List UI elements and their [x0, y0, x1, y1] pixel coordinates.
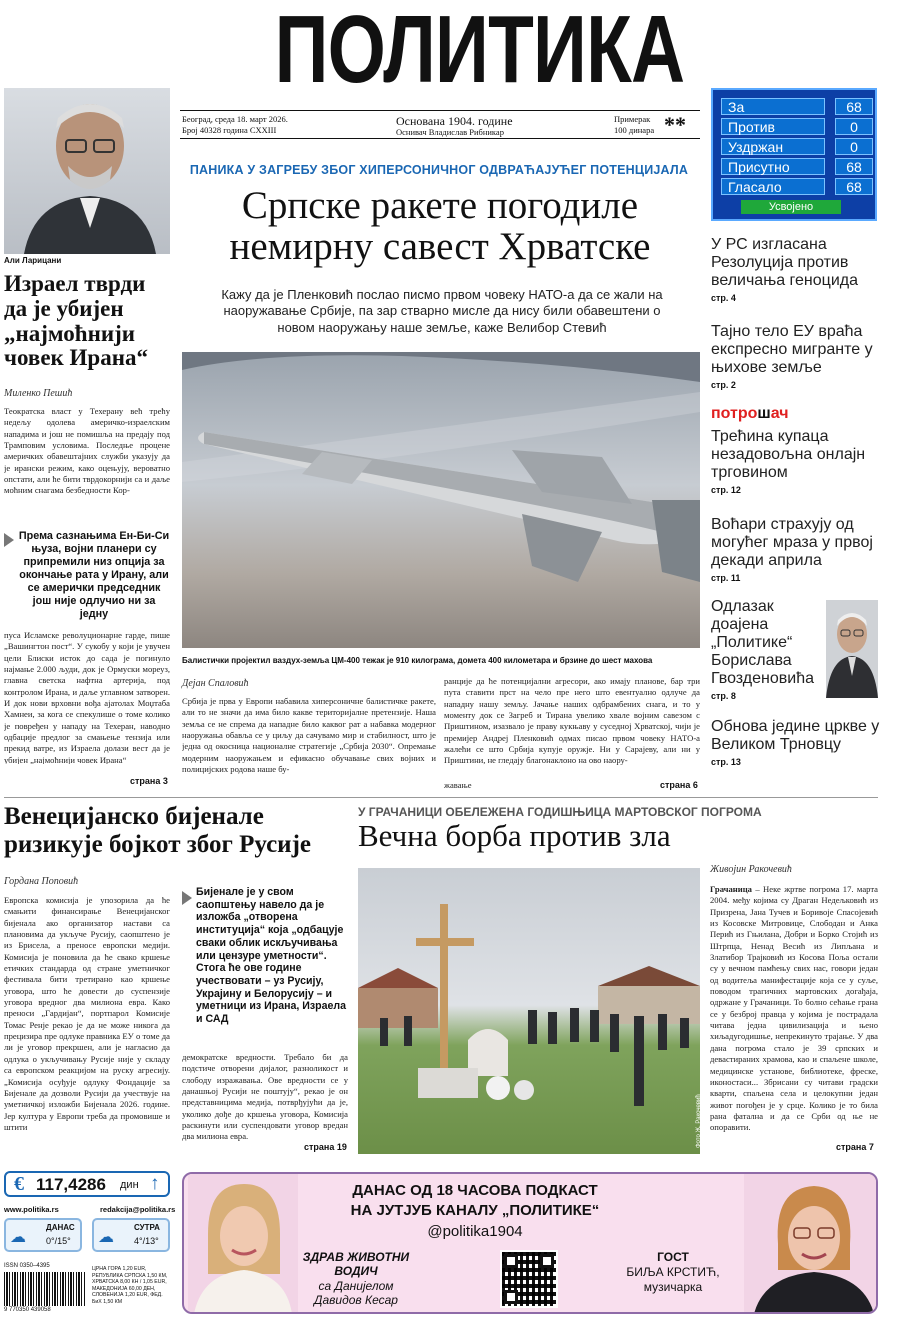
promo-handle[interactable]: @politika1904	[427, 1223, 523, 1240]
sidebar-item-eu-migrants[interactable]	[711, 323, 881, 390]
lead-byline: Дејан Спаловић	[182, 678, 249, 689]
venice-body-2: демократске вредности. Требало би да подстиче отворени дијалог, разноликост и слободу изражавања. Ове вредности се у данашњој Русији не поштују“, рекао је он представницима медија, потврђујући да је, уколико дође до кршења уговора, Комисија раскинути или суспендовати уговор вредан два милиона евра.	[182, 1052, 348, 1142]
sidebar-item-text: У РС изгласана Резолуција против величања геноцида	[711, 236, 858, 289]
vote-label: Гласало	[721, 178, 825, 195]
email[interactable]: redakcija@politika.rs	[100, 1205, 176, 1214]
venice-body-1: Европска комисија је упозорила да ће смањити финансирање Венецијанског бијенала ако организатор настави са плановима да укључе Русију, саопштено је из Брисела, а преносе европски медији. Комисија је поновила да ће свако кршење етичких стандарда од стране уметничког фестивала бити третирано као кршење уговора, што ће довести до суспензије уговора вредног два милиона евра. Како преноси „Гардијан“, портпарол Комисије Томас Ренје рекао је да не може никога да прецизира пре одлуке правника ЕУ о томе да ли је уговор прекршен, али је нагласио да одлука о укључивању Русије није у складу са европском реакцијом на руску агресију. „Комисија осуђује одлуку Фондације за Бијенале да дозволи Русији да учествује на уметничкој изложби Бијенала 2026. године. Јер култура у Европи треба да промовише и штити	[4, 895, 170, 1132]
qr-corner	[540, 1254, 554, 1268]
vote-row-za	[721, 98, 873, 115]
promo-guest-name: БИЉА КРСТИЋ,	[626, 1265, 720, 1279]
gracanica-byline: Живојин Ракочевић	[710, 864, 792, 875]
promo-line-2: НА ЈУТЈУБ КАНАЛУ „ПОЛИТИКЕ“	[350, 1202, 600, 1219]
israel-body-2: пуса Исламске револуционарне гарде, пише „Вашингтон пост“. У сукобу у који је увучен цели Блиски исток до сада је погинуло најмање 2.000 људи, док је Ормуски мореуз, главна светска нафтна артерија, под контролом Ирана, и даље углавном затворен. И док нови врховни вођа ајатолах Моџтаба Хамнеи, за кога се спекулише о томе колико је повређен у нападу на Техеран, наводно одбације предлог за смањење тензија или прекид ватре, из Израела долази вест да је убијен „најмоћнији човек Ирана“	[4, 630, 170, 764]
gracanica-page-ref[interactable]: страна 7	[836, 1142, 874, 1152]
promo-show-line-4: Давидов Кесар	[314, 1293, 398, 1308]
copy-label: Примерак	[614, 114, 651, 124]
gracanica-headline[interactable]: Вечна борба против зла	[358, 818, 671, 853]
podcast-promo[interactable]	[182, 1172, 878, 1314]
potrosac-part-b: ш	[757, 405, 771, 422]
potrosac-part-a: потро	[711, 405, 758, 422]
edition-stars: **	[664, 112, 686, 137]
israel-page-ref[interactable]: страна 3	[130, 776, 168, 786]
lead-kicker: ПАНИКА У ЗАГРЕБУ ЗБОГ ХИПЕРСОНИЧНОГ ОДВРАЋАЈУЋЕГ ПОТЕНЦИЈАЛА	[189, 163, 689, 177]
vote-value: 68	[835, 178, 873, 195]
vote-row-prisutno	[721, 158, 873, 175]
lead-col-2: ранције да ће потенцијални агресори, ако имају планове, бар три пута ставити прст на чело пре него што евентуално одлуче да нападну нашу земљу. Јачање наших одбрамбених снага, и то у моменту док се Загреб и Тирана увелико хвале војним савезом с Приштином, изазвало је праву кукњаву у суседној Хрватској, чији је премијер Андреј Пленковић одмах писао првом човеку НАТО-а жалећи се што Србија купује оружје. Ни у Сарајеву, али ни у Приштини, не гледају благонаклоно на ово наору-	[444, 676, 700, 766]
sidebar-item-text: Одлазак доајена „Политике“ Борислава Гвозденовића	[711, 598, 814, 687]
cloud-icon: ☁	[98, 1229, 114, 1246]
israel-callout-arrow	[4, 533, 14, 547]
promo-show-line-1: ЗДРАВ ЖИВОТНИ	[302, 1250, 410, 1264]
weather-today-label: ДАНАС	[46, 1223, 75, 1232]
price: 100 динара	[614, 125, 655, 135]
vote-row-glasalo	[721, 178, 873, 195]
guest-photo	[744, 1174, 878, 1314]
israel-callout: Према сазнањима Ен-Би-Си њуза, војни планери су припремили низ опција за окончање рата у Ирану, али се амерички председник још није одлучио ни за једну	[18, 530, 170, 620]
exchange-rate-unit: дин	[120, 1179, 139, 1191]
lead-page-ref[interactable]: страна 6	[660, 780, 698, 790]
vote-value: 68	[835, 158, 873, 175]
cloud-icon: ☁	[10, 1229, 26, 1246]
missile-photo	[182, 352, 700, 648]
sidebar-item-ref: стр. 4	[711, 292, 736, 303]
venice-headline[interactable]: Венецијанско бијенале ризикује бојкот због Русије	[4, 803, 311, 858]
host-photo	[188, 1174, 298, 1314]
sidebar-item-ref: стр. 12	[711, 484, 741, 495]
currency-box	[4, 1171, 170, 1197]
weather-today	[4, 1218, 82, 1252]
venice-byline: Гордана Поповић	[4, 876, 79, 887]
sidebar-item-ref: стр. 8	[711, 690, 736, 701]
weather-today-temp: 0°/15°	[46, 1236, 71, 1246]
euro-icon: €	[14, 1173, 24, 1195]
sidebar-item-ref: стр. 11	[711, 572, 741, 583]
gracanica-kicker: У ГРАЧАНИЦИ ОБЕЛЕЖЕНА ГОДИШЊИЦА МАРТОВСКОГ ПОГРОМА	[358, 805, 762, 819]
sidebar-item-trnovac-church[interactable]	[711, 718, 881, 767]
lead-deck: Кажу да је Пленковић послао писмо првом човеку НАТО-а да се жали на наоружавање Србије, па зар стварно мисле да нису били обавештени о новом наоружању наше земље, каже Велибор Стевић	[221, 287, 663, 335]
section-divider	[4, 797, 878, 798]
vote-result: Усвојено	[741, 200, 841, 214]
sidebar-item-ref: стр. 2	[711, 379, 736, 390]
promo-guest-role: музичарка	[643, 1280, 703, 1294]
arrow-up-icon: ↑	[150, 1173, 160, 1194]
israel-byline: Миленко Пешић	[4, 388, 73, 399]
sidebar-item-gvozdenovic[interactable]	[711, 598, 823, 701]
gracanica-body-text: – Неке жртве погрома 17. марта 2004. међу којима су Драган Недељковић из Призрена, Јана Тучев и Боривоје Спасојевић из Косовске Митровице, Слободан и Анка Перић из Гњилана, Добри и Борко Стојић из Штрпца, Ненад Весић из Липљана и Златибор Трајковић из Косова Поља остали су у вечном памћењу свих нас, говори један од водитеља манифестације која се у суље, поводом трагичних мартовских догађаја, одржане у Грачаници. То болно сећање грана се у безброј правца у којима је пострадала читава једна цивилизација и њено хиљадугодишње, непрекинуто трајање. У два дана погрома стало је 39 српских и девастираних храмова, као и спаљене школе, медицинске установе, библиотеке, фреске, иконостаси... Збрисани су читави градски кварти, спаљена села и целокупни један живот погођен је у срце. Колико је то била рана фатална и да се Срби од ње не опоравити.	[710, 884, 878, 1133]
vote-label: Присутно	[721, 158, 825, 175]
venice-callout: Бијенале је у свом саопштењу навело да је изложба „отворена институција“ која „одбацује сваки облик искључивања или цензуре уметности“. Стога ће ове године учествовати – уз Русију, Украјину и Белорусију – и уметници из Ирана, Израела и САД	[196, 886, 347, 1026]
sidebar-item-online-shopping[interactable]	[711, 428, 881, 495]
sidebar-item-fruit-growers[interactable]	[711, 516, 881, 583]
weather-tomorrow-label: СУТРА	[134, 1223, 160, 1232]
gracanica-photo-credit: Фото Ж. Ракочевић	[696, 1094, 702, 1148]
gracanica-body-lead: Грачаница	[710, 884, 752, 894]
vote-label: Против	[721, 118, 825, 135]
lead-col-1: Србија је прва у Европи набавила хиперсоничне балистичке ракете, али то не значи да има било какве територијалне претензије. Наша земља се не спрема да нападне било каквог рат а набавка модерног наоружања обавља се у циљу да сачувамо мир и стабилност, што је једна од окосница националне стратегије „Србија 2030“. Опремање модерним наоружањем и ефикасно обучавање свих војних и полицијских родова наше бу-	[182, 696, 436, 775]
sidebar-item-text: Воћари страхују од могућег мраза у првој декади априла	[711, 516, 873, 569]
larijani-caption: Али Ларицани	[4, 256, 62, 265]
lead-col-3: жавање	[444, 780, 472, 790]
qr-corner	[504, 1290, 518, 1304]
sidebar-item-text: Обнова једине цркве у Великом Трновцу	[711, 718, 880, 753]
gracanica-body	[710, 884, 878, 1146]
promo-guest-label: ГОСТ	[657, 1250, 689, 1264]
issue-line: Број 40328 година CXXIII	[182, 125, 277, 135]
sidebar-item-ref: стр. 13	[711, 756, 741, 767]
site-url[interactable]: www.politika.rs	[4, 1205, 59, 1214]
venice-callout-arrow	[182, 891, 192, 905]
sidebar-item-text: Трећина купаца незадовољна онлајн трговином	[711, 428, 866, 481]
vote-value: 0	[835, 118, 873, 135]
dateline-top-rule	[180, 110, 700, 111]
larijani-photo	[4, 88, 170, 254]
promo-line-1: ДАНАС ОД 18 ЧАСОВА ПОДКАСТ	[352, 1182, 598, 1199]
exchange-rate: 117,4286	[36, 1175, 106, 1194]
missile-caption: Балистички пројектил ваздух-земља ЦМ-400 тежак је 910 килограма, домета 400 километара и брзине до шест махова	[182, 656, 653, 665]
founder: Оснивач Владислав Рибникар	[396, 127, 504, 137]
logo-text: ПОЛИТИКА	[274, 0, 685, 103]
potrosac-logo	[711, 405, 789, 423]
foreign-prices: ЦРНА ГОРА 1,20 EUR, РЕПУБЛИКА СРПСКА 1,50 КМ, ХРВАТСКА 8,00 КН / 1,05 EUR, МАКЕДОНИЈА 60,00 ДЕН, СЛОВЕНИЈА 1,20 EUR, ФЕД. БиХ 1,50 КМ	[92, 1266, 168, 1305]
date-line: Београд, среда 18. март 2026.	[182, 114, 288, 124]
qr-code[interactable]	[500, 1250, 558, 1308]
lead-headline[interactable]	[182, 186, 698, 268]
sidebar-item-rs-resolution[interactable]	[711, 236, 881, 303]
vote-value: 0	[835, 138, 873, 155]
promo-show-line-3: са Данијелом	[318, 1278, 394, 1293]
vote-row-protiv	[721, 118, 873, 135]
venice-page-ref[interactable]: страна 19	[304, 1142, 347, 1152]
israel-body-1: Теократска власт у Техерану већ трећу недељу одолева америчко-израелским нападима и још не помишља на предају под Трамповим условима. Последње процене америчких обавештајних служби указују да је ирански режим, како оцењују, вероватно опстати, али ће бити тврдокорнији са и даље моћним снагама безбедности Кор-	[4, 406, 170, 496]
israel-headline[interactable]: Израел тврди да је убијен „најмоћнији човек Ирана“	[4, 271, 148, 371]
barcode	[4, 1272, 86, 1306]
vote-label: За	[721, 98, 825, 115]
vote-board	[711, 88, 877, 221]
qr-corner	[504, 1254, 518, 1268]
barcode-digits: 9 770350 439058	[4, 1307, 51, 1313]
promo-show-line-2: ВОДИЧ	[334, 1264, 378, 1279]
lead-headline-line2: немирну савест Хрватске	[229, 224, 651, 268]
sidebar-item-text: Тајно тело ЕУ враћа експресно мигранте у њихове земље	[711, 323, 873, 376]
vote-label: Уздржан	[721, 138, 825, 155]
weather-tomorrow	[92, 1218, 170, 1252]
dateline-bottom-rule	[180, 138, 700, 139]
gvozdenovic-photo	[826, 600, 878, 698]
vote-row-uzdrzan	[721, 138, 873, 155]
vote-value: 68	[835, 98, 873, 115]
founded: Основана 1904. године	[396, 114, 513, 128]
lead-headline-line1: Српске ракете погодиле	[241, 184, 639, 227]
issn: ISSN 0350–4395	[4, 1263, 50, 1269]
weather-tomorrow-temp: 4°/13°	[134, 1236, 159, 1246]
gracanica-photo	[358, 868, 700, 1154]
potrosac-part-c: ач	[770, 405, 789, 422]
masthead-logo	[228, 0, 685, 103]
promo-guest	[608, 1250, 738, 1295]
promo-show-title	[296, 1250, 416, 1308]
